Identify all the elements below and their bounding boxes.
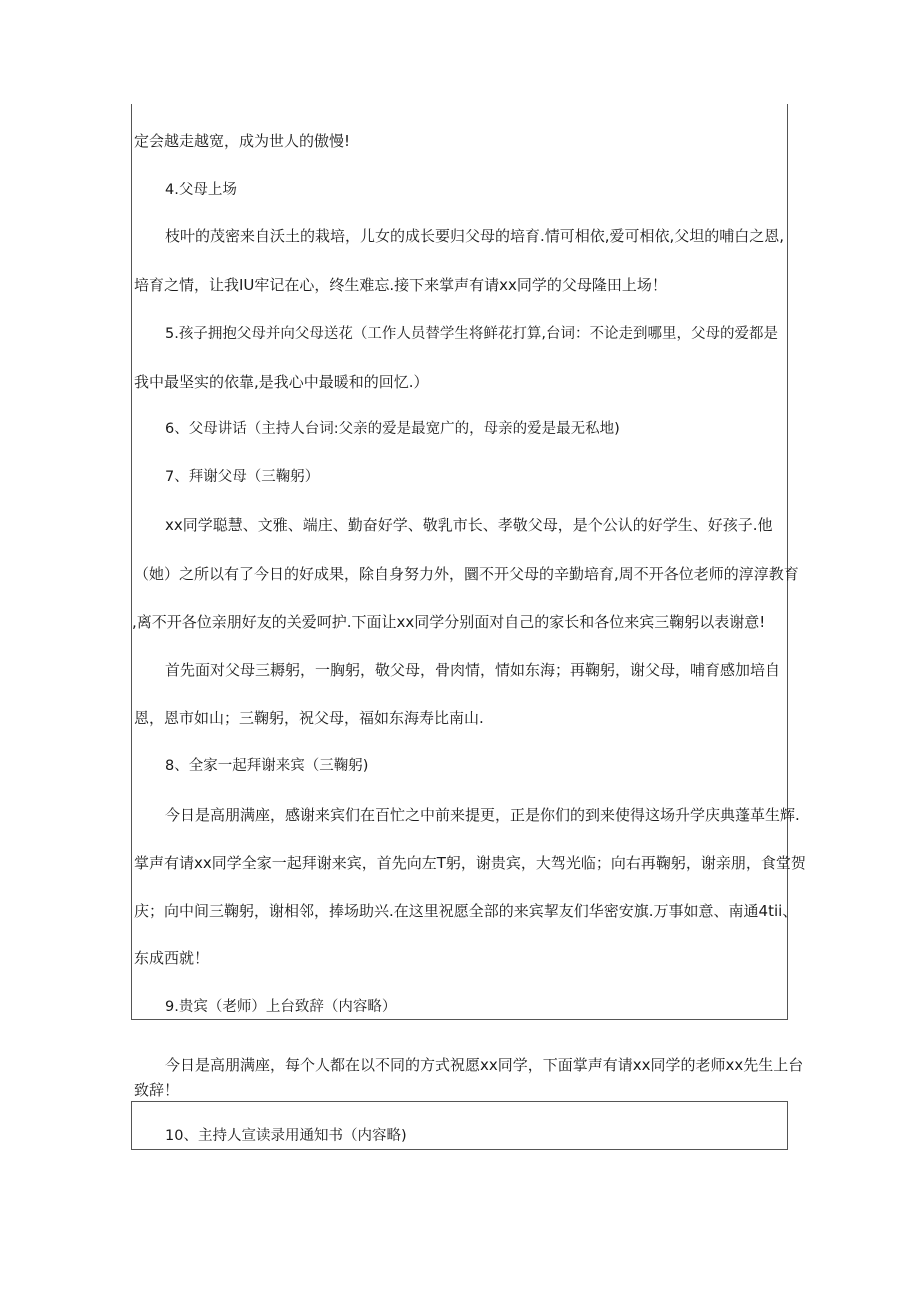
paragraph-line: （她）之所以有了今日的好成果，除自身努力外，圜不开父母的辛勤培育,周不开各位老师的淳淳教育	[134, 565, 799, 583]
paragraph-line: 庆；向中间三鞠躬，谢相邻，捧场助兴.在这里祝愿全部的来宾挈友们华密安旗.万事如意、南通4tii、	[134, 902, 798, 920]
paragraph-line: 致辞！	[134, 1081, 180, 1099]
paragraph-line: 恩，恩市如山；三鞠躬，祝父母，福如东海寿比南山.	[134, 709, 484, 727]
paragraph-line: 培育之情，让我IU牢记在心，终生难忘.接下来掌声有请xx同学的父母隆田上场！	[134, 276, 667, 294]
section-heading-4: 4.父母上场	[165, 182, 237, 198]
paragraph-line: 首先面对父母三耨躬，一胸躬，敬父母，骨肉情，情如东海；再鞠躬，谢父母，哺育感加培自	[165, 661, 781, 679]
paragraph-line: 掌声有请xx同学全家一起拜谢来宾，首先向左T躬，谢贵宾，大驾光临；向右再鞠躬，谢亲朋，食堂贺	[134, 854, 806, 872]
section-heading-8: 8、全家一起拜谢来宾（三鞠躬)	[165, 758, 369, 774]
section-heading-10: 10、主持人宣读录用通知书（内容略)	[165, 1128, 407, 1144]
paragraph-line: 今日是高朋满座，每个人都在以不同的方式祝愿xx同学，下面掌声有请xx同学的老师xx先生上台	[165, 1056, 804, 1074]
paragraph-line: 定会越走越宽，成为世人的傲慢!	[134, 132, 351, 150]
paragraph-line: xx同学聪慧、文雅、端庄、勤奋好学、敬乳市长、孝敬父母，是个公认的好学生、好孩子.他	[165, 516, 773, 534]
paragraph-line: 我中最坚实的依靠,是我心中最暖和的回忆.）	[134, 373, 429, 391]
paragraph-line: ,离不开各位亲朋好友的关爱呵护.下面让xx同学分别面对自己的家长和各位来宾三鞠躬以表谢意!	[132, 613, 766, 631]
section-heading-5: 5.孩子拥抱父母并向父母送花（工作人员替学生将鲜花打算,台词：不论走到哪里，父母的爱都是	[165, 326, 778, 342]
section-heading-7: 7、拜谢父母（三鞠躬）	[165, 469, 320, 485]
paragraph-line: 今日是高朋满座，感谢来宾们在百忙之中前来提更，正是你们的到来使得这场升学庆典蓬革生辉.	[165, 806, 800, 824]
paragraph-line: 枝叶的茂密来自沃土的栽培，儿女的成长要归父母的培育.情可相依,爱可相依,父坦的哺白之恩,	[165, 227, 785, 245]
section-heading-9: 9.贵宾（老师）上台致辞（内容略）	[165, 999, 397, 1015]
paragraph-line: 东成西就！	[134, 949, 210, 967]
section-heading-6: 6、父母讲话（主持人台词:父亲的爱是最宽广的，母亲的爱是最无私地)	[165, 421, 620, 437]
